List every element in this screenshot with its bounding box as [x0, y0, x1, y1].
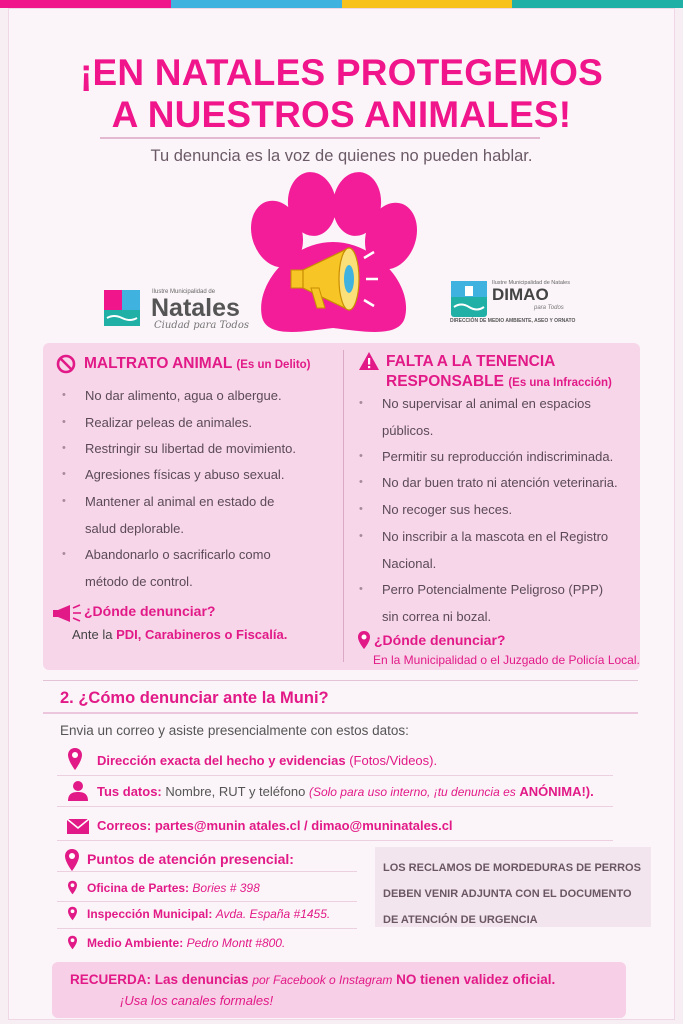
- bullet-dot: •: [62, 389, 66, 401]
- tenencia-item: No inscribir a la mascota en el Registro: [382, 529, 609, 544]
- tenencia-tag: (Es una Infracción): [508, 377, 612, 389]
- tenencia-item: públicos.: [382, 423, 434, 438]
- correos-info: [97, 818, 453, 833]
- bullet-dot: •: [359, 503, 363, 515]
- maltrato-heading: [84, 355, 311, 373]
- puntos-heading: Puntos de atención presencial:: [87, 851, 294, 867]
- maltrato-item: Abandonarlo o sacrificarlo como: [85, 547, 271, 562]
- title-rule: [100, 137, 540, 139]
- tenencia-item: Permitir su reproducción indiscriminada.: [382, 449, 614, 464]
- tenencia-heading-text: RESPONSABLE: [386, 373, 504, 390]
- natales-logo-small: Ilustre Municipalidad de: [152, 289, 216, 295]
- punto-label: Oficina de Partes:: [87, 881, 190, 895]
- maltrato-item: Mantener al animal en estado de: [85, 494, 275, 509]
- maltrato-item: método de control.: [85, 574, 193, 589]
- correos-text[interactable]: partes@munin atales.cl / dimao@muninatales.cl: [154, 818, 453, 833]
- datos-anon: ANÓNIMA!).: [519, 784, 594, 799]
- recuerda-line2: ¡Usa los canales formales!: [120, 993, 274, 1008]
- location-pin-icon: [67, 935, 78, 950]
- notice-line: DEBEN VENIR ADJUNTA CON EL DOCUMENTO: [383, 888, 632, 900]
- maltrato-heading-text: MALTRATO ANIMAL: [84, 355, 233, 372]
- bullet-dot: •: [62, 442, 66, 454]
- title-line-1: ¡EN NATALES PROTEGEMOS: [79, 52, 604, 93]
- datos-note: (Solo para uso interno, ¡tu denuncia es: [308, 785, 516, 799]
- bullet-dot: •: [359, 397, 363, 409]
- maltrato-where-prefix: Ante la: [72, 627, 113, 642]
- top-color-bar: [0, 0, 683, 8]
- section-rule: [43, 680, 638, 681]
- dimao-logo-small: Ilustre Municipalidad de Natales: [492, 280, 570, 286]
- natales-crest-icon: [102, 288, 142, 328]
- maltrato-item: Restringir su libertad de movimiento.: [85, 441, 296, 456]
- bullet-dot: •: [359, 530, 363, 542]
- direccion-info: [97, 753, 437, 768]
- location-pin-icon: [67, 906, 78, 921]
- punto-label: Medio Ambiente:: [87, 936, 184, 950]
- location-pin-icon: [67, 880, 78, 895]
- mordeduras-notice: [375, 847, 651, 927]
- notice-line: DE ATENCIÓN DE URGENCIA: [383, 914, 538, 926]
- recuerda-label: RECUERDA:: [70, 972, 151, 987]
- recuerda-text3: NO tienen validez oficial.: [396, 972, 556, 987]
- tenencia-item: sin correa ni bozal.: [382, 609, 492, 624]
- prohibited-icon: [56, 354, 76, 374]
- maltrato-where-label: ¿Dónde denunciar?: [84, 603, 216, 619]
- tenencia-item: No dar buen trato ni atención veterinaria.: [382, 475, 618, 490]
- bullet-dot: •: [62, 495, 66, 507]
- bullet-dot: •: [62, 548, 66, 560]
- punto-value: Bories # 398: [192, 881, 260, 895]
- panel-divider: [343, 350, 344, 662]
- row-divider: [57, 840, 613, 841]
- como-intro: Envia un correo y asiste presencialmente con estos datos:: [60, 723, 409, 738]
- recuerda-text1: Las denuncias: [154, 972, 249, 987]
- recuerda-line1: [70, 972, 555, 987]
- tenencia-heading-line1: FALTA A LA TENENCIA: [386, 353, 556, 370]
- tenencia-where-label: ¿Dónde denunciar?: [374, 632, 506, 648]
- punto-item: [87, 936, 285, 950]
- person-icon: [67, 780, 89, 802]
- envelope-icon: [66, 818, 90, 835]
- maltrato-tag: (Es un Delito): [236, 359, 311, 371]
- natales-logo-motto: Ciudad para Todos: [154, 320, 249, 331]
- bullet-dot: •: [359, 450, 363, 462]
- natales-logo: [102, 286, 252, 332]
- tenencia-item: No supervisar al animal en espacios: [382, 396, 591, 411]
- row-divider: [57, 901, 357, 902]
- row-divider: [57, 928, 357, 929]
- notice-line: LOS RECLAMOS DE MORDEDURAS DE PERROS: [383, 862, 641, 874]
- como-title-rule: [43, 712, 638, 714]
- tenencia-where-text: En la Municipalidad o el Juzgado de Policía Local.: [373, 653, 640, 667]
- dimao-logo-name: DIMAO: [492, 285, 549, 304]
- tenencia-item: No recoger sus heces.: [382, 502, 513, 517]
- punto-value: Pedro Montt #800.: [186, 936, 286, 950]
- dimao-crest-icon: [450, 280, 488, 318]
- tenencia-item: Nacional.: [382, 556, 437, 571]
- punto-item: [87, 907, 330, 921]
- bullet-dot: •: [62, 416, 66, 428]
- maltrato-item: Realizar peleas de animales.: [85, 415, 252, 430]
- datos-label: Tus datos:: [97, 784, 162, 799]
- direccion-extra: (Fotos/Videos).: [349, 753, 438, 768]
- punto-value: Avda. España #1455.: [215, 907, 331, 921]
- warning-icon: [358, 351, 380, 371]
- recuerda-text2: por Facebook o Instagram: [252, 973, 393, 987]
- location-pin-icon: [67, 747, 83, 771]
- bullet-dot: •: [62, 468, 66, 480]
- megaphone-icon: [52, 603, 82, 623]
- punto-label: Inspección Municipal:: [87, 907, 213, 921]
- row-divider: [57, 806, 613, 807]
- maltrato-item: Agresiones físicas y abuso sexual.: [85, 467, 285, 482]
- location-pin-icon: [64, 848, 80, 872]
- recuerda-box: [52, 962, 626, 1018]
- como-denunciar-title: 2. ¿Cómo denunciar ante la Muni?: [60, 689, 329, 707]
- subtitle: Tu denuncia es la voz de quienes no pueden hablar.: [150, 147, 533, 165]
- correos-label: Correos:: [97, 818, 152, 833]
- datos-info: [97, 784, 594, 799]
- maltrato-where-text: [72, 627, 287, 642]
- bullet-dot: •: [359, 476, 363, 488]
- dimao-logo: [450, 278, 580, 328]
- maltrato-item: No dar alimento, agua o albergue.: [85, 388, 282, 403]
- row-divider: [57, 871, 357, 872]
- punto-item: [87, 881, 260, 895]
- dimao-logo-desc: DIRECCIÓN DE MEDIO AMBIENTE, ASEO Y ORNATO: [450, 318, 576, 324]
- maltrato-item: salud deplorable.: [85, 521, 185, 536]
- bullet-dot: •: [359, 583, 363, 595]
- datos-text: Nombre, RUT y teléfono: [165, 784, 306, 799]
- paw-megaphone-icon: [245, 172, 420, 342]
- title-line-2: A NUESTROS ANIMALES!: [111, 94, 572, 135]
- direccion-label: Dirección exacta del hecho y evidencias: [97, 753, 346, 768]
- row-divider: [57, 775, 613, 776]
- tenencia-heading-line2: [386, 373, 612, 391]
- dimao-logo-motto: para Todos: [534, 305, 564, 311]
- tenencia-item: Perro Potencialmente Peligroso (PPP): [382, 582, 604, 597]
- natales-logo-name: Natales: [151, 294, 240, 322]
- location-pin-icon: [357, 630, 371, 650]
- maltrato-where-entities: PDI, Carabineros o Fiscalía.: [116, 627, 288, 642]
